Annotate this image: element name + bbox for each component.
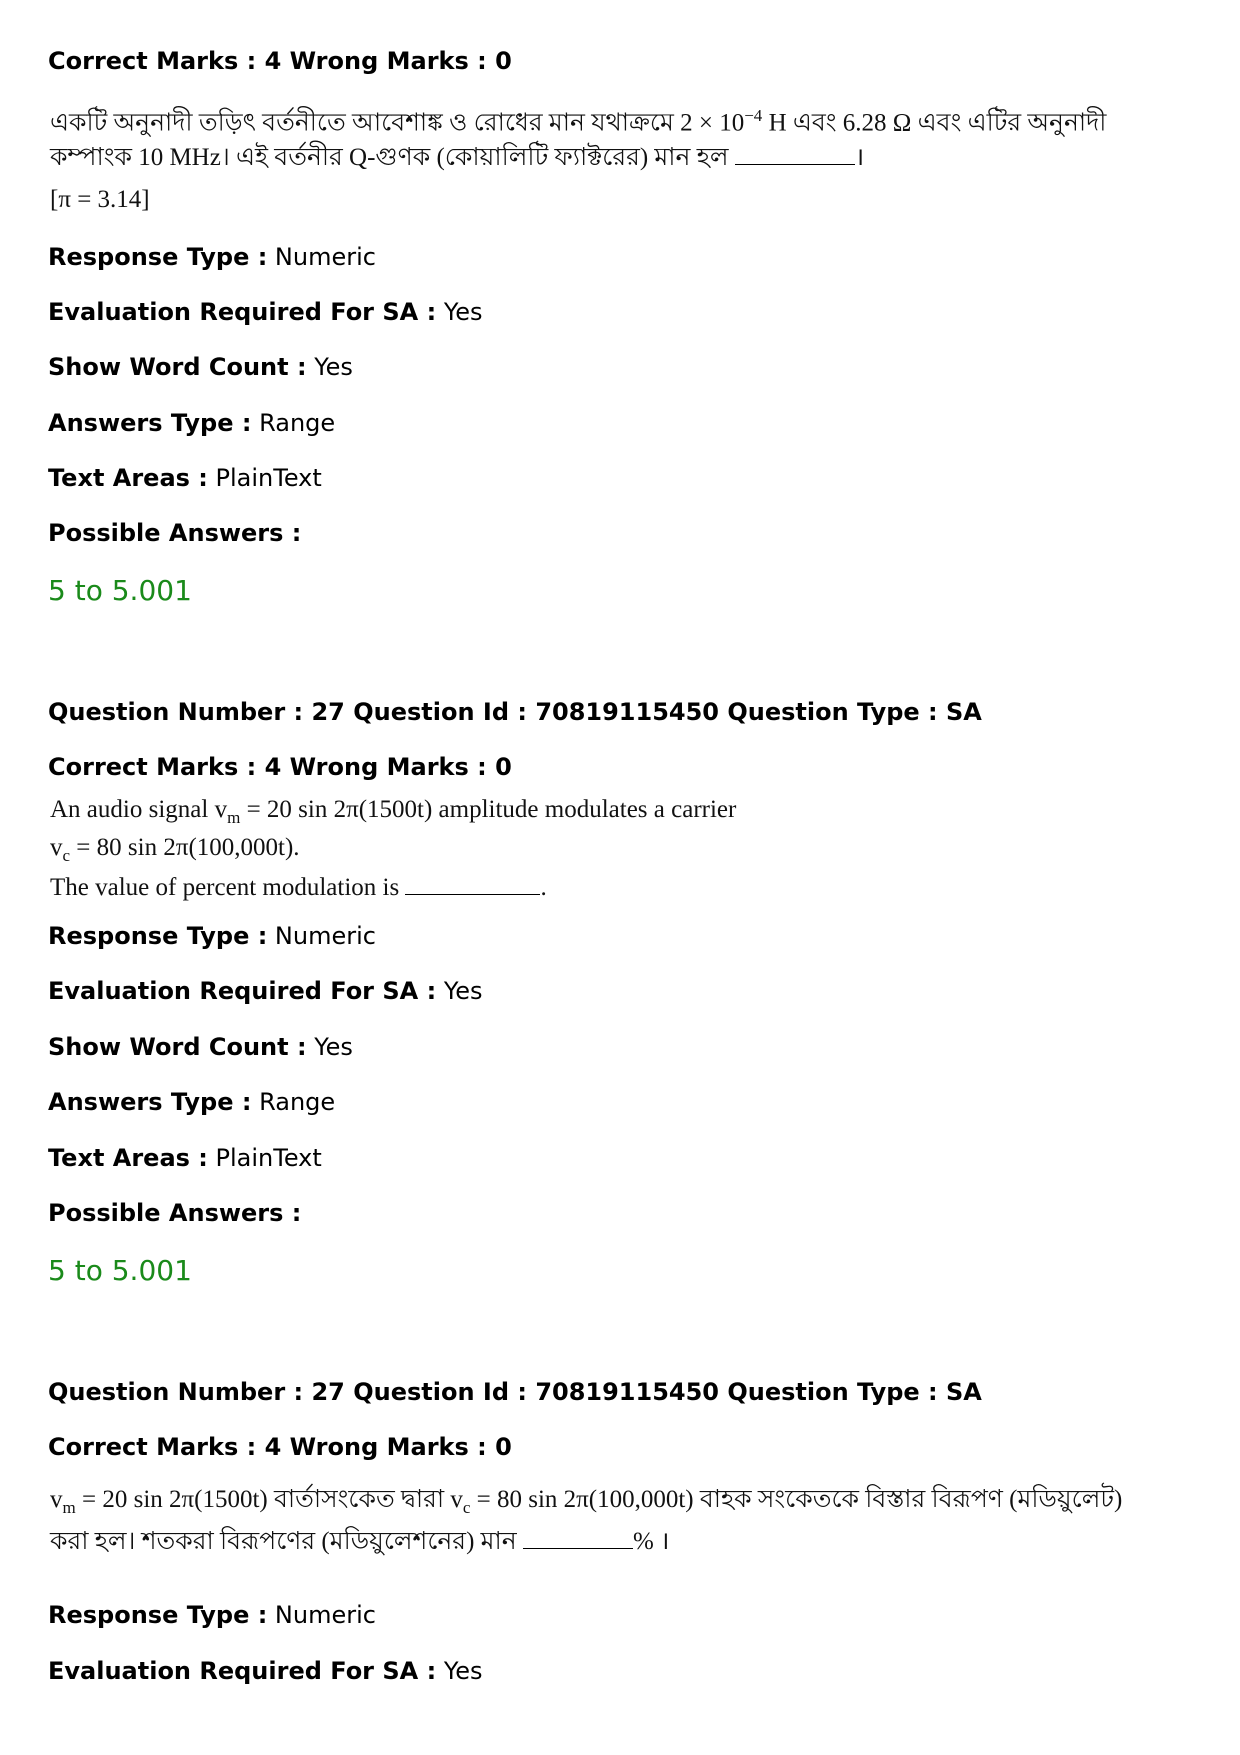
answer-blank: [405, 876, 540, 895]
answer-blank: [735, 146, 855, 165]
question-header: Question Number : 27 Question Id : 70819115450 Question Type : SA: [48, 698, 982, 726]
answers-type-row: Answers Type : Range: [48, 1088, 336, 1116]
question-text-line: $v_m = 20$ sin 2π(1500t) বার্তাসংকেত দ্বারা $v_c = 80$ sin 2π(100,000t) বাহক সংকেতকে বিস্তার বিরূপণ (মডিয়ুলেট): [50, 1486, 1123, 1517]
show-word-count-row: Show Word Count : Yes: [48, 1033, 353, 1061]
possible-answers-label: Possible Answers :: [48, 519, 302, 547]
answers-type-row: Answers Type : Range: [48, 409, 336, 437]
question-header: Question Number : 27 Question Id : 70819115450 Question Type : SA: [48, 1378, 982, 1406]
question-text-line: একটি অনুনাদী তড়িৎ বর্তনীতে আবেশাঙ্ক ও রোধের মান যথাক্রমে $2 \times 10^{-4}$ H এবং 6.28 Ω এবং এটির অনুনাদী: [50, 106, 1107, 137]
evaluation-required-row: Evaluation Required For SA : Yes: [48, 1657, 483, 1685]
show-word-count-row: Show Word Count : Yes: [48, 353, 353, 381]
text-areas-row: Text Areas : PlainText: [48, 464, 322, 492]
answer-blank: [523, 1530, 633, 1549]
question-text-line: করা হল। শতকরা বিরূপণের (মডিয়ুলেশনের) মান % ।: [50, 1528, 670, 1555]
marks-line: Correct Marks : 4 Wrong Marks : 0: [48, 47, 512, 75]
possible-answer-value: 5 to 5.001: [48, 574, 192, 607]
question-text-line: $v_c = 80$ sin 2π(100,000t).: [50, 834, 300, 865]
evaluation-required-row: Evaluation Required For SA : Yes: [48, 977, 483, 1005]
question-text-line: The value of percent modulation is .: [50, 874, 547, 901]
possible-answers-label: Possible Answers :: [48, 1199, 302, 1227]
marks-line: Correct Marks : 4 Wrong Marks : 0: [48, 1433, 512, 1461]
response-type-row: Response Type : Numeric: [48, 922, 376, 950]
evaluation-required-row: Evaluation Required For SA : Yes: [48, 298, 483, 326]
marks-line: Correct Marks : 4 Wrong Marks : 0: [48, 753, 512, 781]
question-text-line: কম্পাংক 10 MHz। এই বর্তনীর Q-গুণক (কোয়ালিটি ফ্যাক্টরের) মান হল ।: [50, 144, 865, 171]
possible-answer-value: 5 to 5.001: [48, 1254, 192, 1287]
question-text-line: An audio signal $v_m = 20$ sin 2π(1500t) amplitude modulates a carrier: [50, 796, 737, 827]
question-text-line: [π = 3.14]: [50, 186, 150, 213]
response-type-row: Response Type : Numeric: [48, 243, 376, 271]
response-type-row: Response Type : Numeric: [48, 1601, 376, 1629]
text-areas-row: Text Areas : PlainText: [48, 1144, 322, 1172]
